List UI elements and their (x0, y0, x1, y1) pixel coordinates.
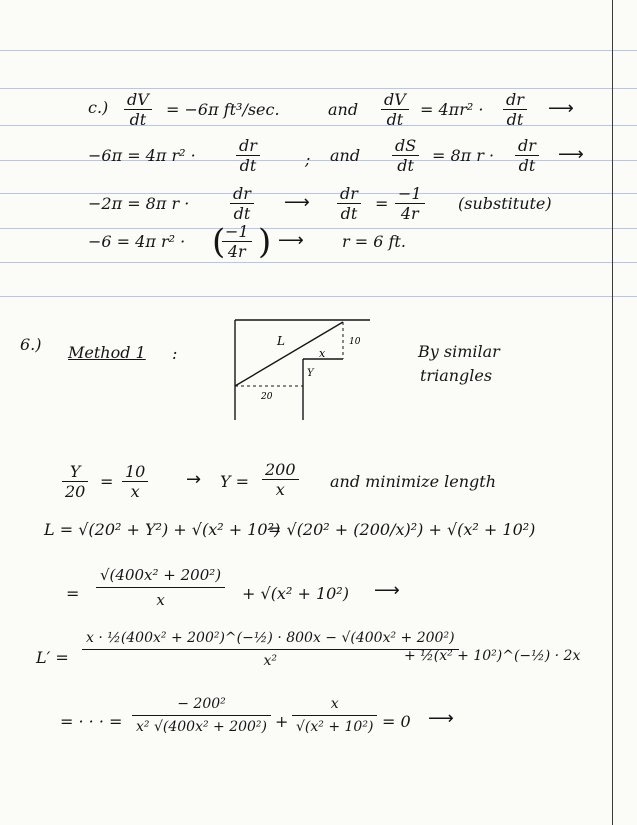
dv-dt-fraction: $\frac{dV}{dt}$ (124, 90, 152, 129)
semicolon: ; (305, 150, 311, 169)
ladder-line (235, 322, 343, 386)
arrow-icon: ⟶ (548, 98, 574, 119)
200-over-x: $\frac{200}{x}$ (262, 460, 299, 499)
ruled-line (0, 262, 637, 263)
hallway-diagram (225, 312, 375, 424)
ruled-line (0, 228, 637, 229)
similar-triangles-note-1: By similar (418, 342, 500, 361)
plus-sign: + (275, 712, 289, 731)
simplified-equation: −2π = 8π r · (88, 194, 190, 213)
label-x: x (319, 347, 326, 360)
equals: = (100, 472, 114, 491)
length-definition: L = √(20² + Y²) + √(x² + 10²) (44, 520, 281, 539)
neg-one-over-4r: $\frac{-1}{4r}$ (222, 222, 252, 261)
final-fraction-2: $\frac{x}{\text{√(x² + 10²)}}$ (292, 696, 377, 735)
y-over-20: $\frac{Y}{20}$ (62, 462, 88, 501)
page-right-edge (612, 0, 613, 825)
derivative-lhs: L′ = (36, 648, 69, 667)
label-L: L (277, 334, 285, 348)
colon: : (172, 344, 178, 363)
ruled-line (0, 50, 637, 51)
open-paren: ( (212, 222, 226, 262)
arrow-icon: ⟶ (278, 230, 304, 251)
method-heading: Method 1 (68, 343, 146, 362)
dr-dt-fraction: $\frac{dr}{dt}$ (236, 136, 260, 175)
arrow-icon: ⟶ (284, 192, 310, 213)
length-substituted: = √(20² + (200/x)²) + √(x² + 10²) (268, 520, 536, 539)
derivative-fraction: $\frac{\text{x · ½(400x² + 200²)\textasciicircum{}(−½) · 800x − √(400x² + 200²)}}{\text{x²}}$ (82, 630, 459, 669)
minimize-note: and minimize length (330, 472, 497, 491)
and-word: and (328, 100, 359, 119)
substitution-equation: −6 = 4π r² · (88, 232, 186, 251)
ds-dt-fraction: $\frac{dS}{dt}$ (392, 136, 419, 175)
dv-dt-fraction-2: $\frac{dV}{dt}$ (381, 90, 409, 129)
derivative-tail: + ½(x² + 10²)^(−½) · 2x (404, 648, 581, 664)
arrow-icon: ⟶ (558, 144, 584, 165)
arrow-icon: → (186, 469, 202, 490)
final-fraction-1: $\frac{\text{− 200²}}{\text{x² √(400x² + 200²)}}$ (132, 696, 271, 735)
problem-number: 6.) (20, 335, 42, 354)
substitute-note: (substitute) (458, 194, 552, 213)
equals: = (66, 584, 80, 603)
dr-dt-fraction: $\frac{dr}{dt}$ (230, 184, 254, 223)
close-paren: ) (258, 222, 272, 262)
length-simplified-fraction: $\frac{\text{√(400x² + 200²)}}{x}$ (96, 566, 225, 609)
length-simplified-tail: + √(x² + 10²) (242, 584, 349, 603)
ten-over-x: $\frac{10}{x}$ (122, 462, 148, 501)
label-20: 20 (261, 392, 273, 402)
y-equals: Y = (220, 472, 250, 491)
ruled-line (0, 88, 637, 89)
ruled-line (0, 125, 637, 126)
substituted-equation: −6π = 4π r² · (88, 146, 196, 165)
equals-zero: = 0 (382, 712, 411, 731)
arrow-icon: ⟶ (374, 580, 400, 601)
label-y: Y (307, 368, 314, 379)
equals: = (375, 194, 389, 213)
label-10: 10 (349, 337, 361, 347)
dr-dt-fraction: $\frac{dr}{dt}$ (337, 184, 361, 223)
and-word: and (330, 146, 361, 165)
radius-result: r = 6 ft. (342, 232, 406, 251)
similar-triangles-note-2: triangles (420, 366, 493, 385)
volume-derivative: = 4πr² · (420, 100, 484, 119)
final-lhs: = · · · = (60, 712, 123, 731)
neg-one-over-4r: $\frac{-1}{4r}$ (395, 184, 425, 223)
dr-dt-fraction: $\frac{dr}{dt}$ (503, 90, 527, 129)
volume-rate: = −6π ft³/sec. (166, 100, 280, 119)
part-c-label: c.) (88, 98, 109, 117)
dr-dt-fraction: $\frac{dr}{dt}$ (515, 136, 539, 175)
surface-derivative: = 8π r · (432, 146, 495, 165)
ruled-line (0, 296, 637, 297)
arrow-icon: ⟶ (428, 708, 454, 729)
